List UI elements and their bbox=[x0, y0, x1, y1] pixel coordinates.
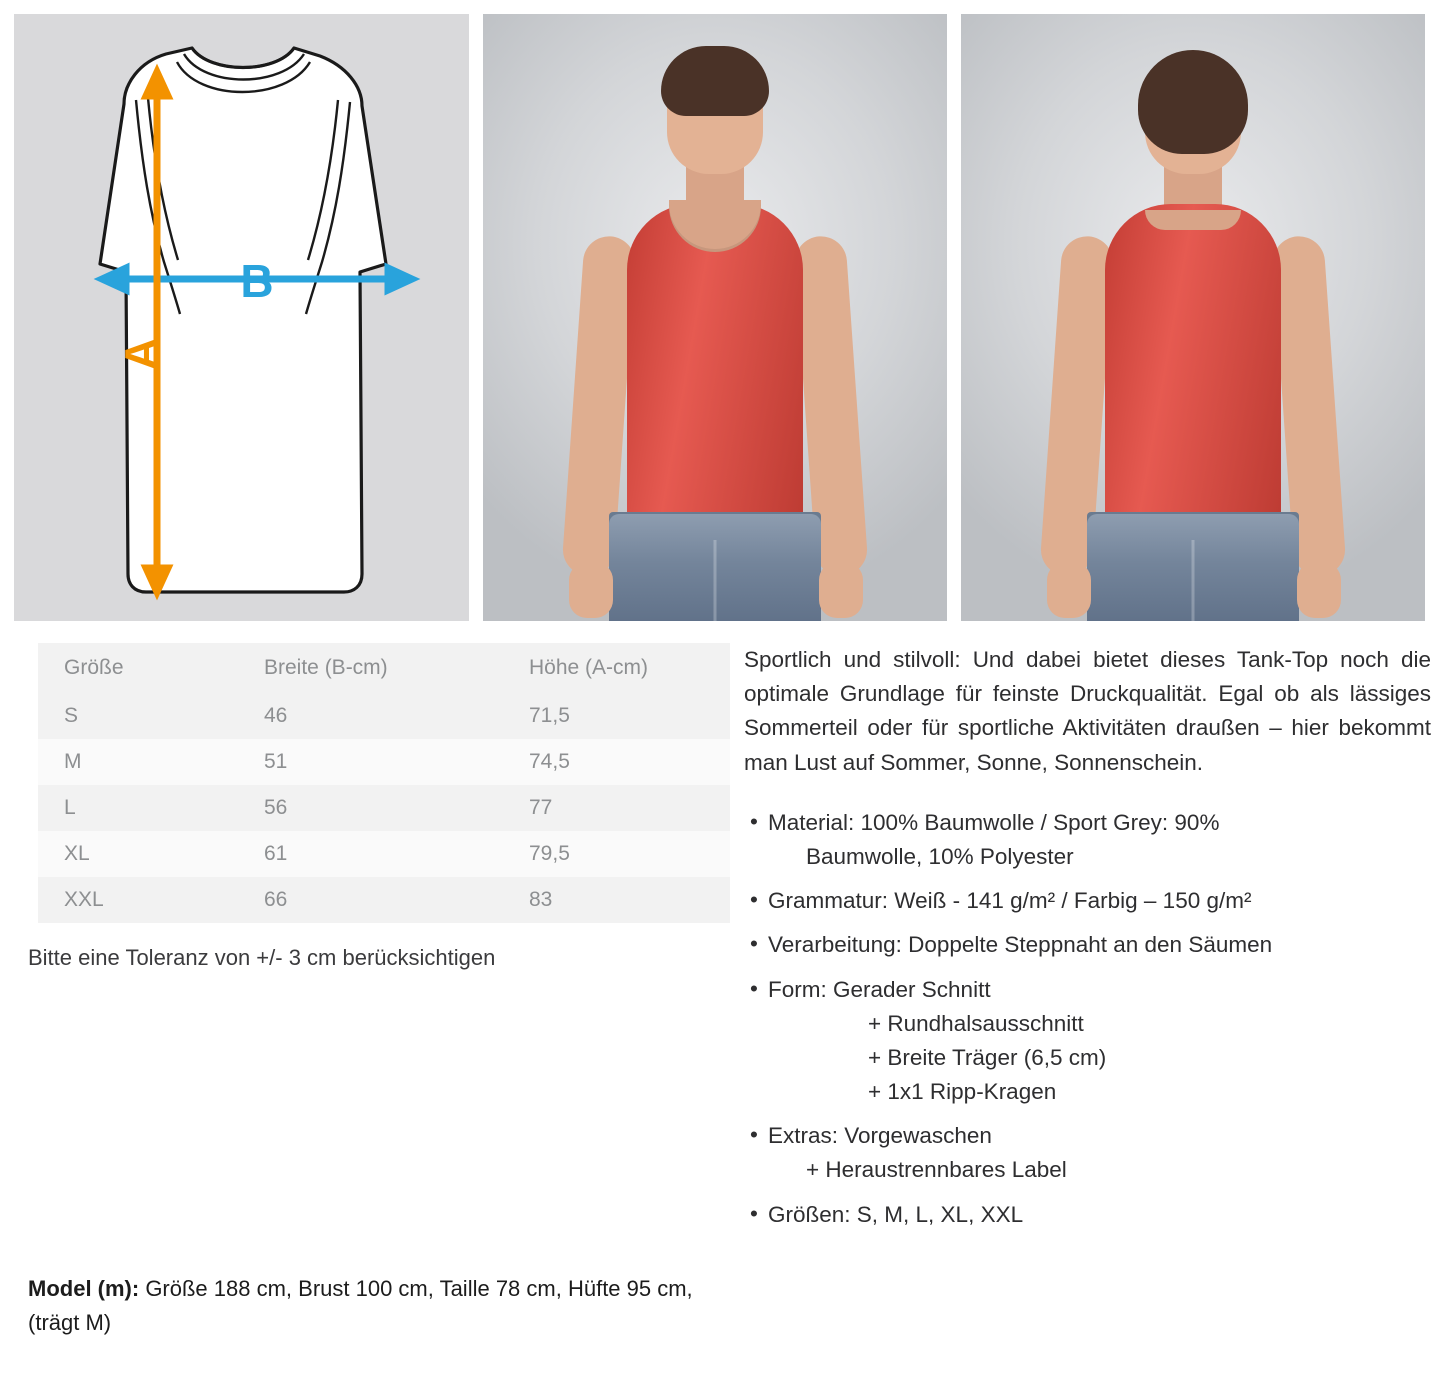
model-back-photo bbox=[961, 14, 1425, 621]
feature-main: Form: Gerader Schnitt bbox=[768, 976, 991, 1002]
jeans bbox=[609, 514, 821, 621]
cell-height: 83 bbox=[503, 877, 730, 923]
hand-left bbox=[1047, 562, 1091, 618]
list-item bbox=[744, 1119, 1431, 1187]
model-measurements-note bbox=[28, 1272, 728, 1340]
size-chart-column bbox=[14, 643, 726, 1242]
cell-width: 61 bbox=[238, 831, 503, 877]
feature-list bbox=[744, 806, 1431, 1232]
description-column bbox=[744, 643, 1431, 1242]
dimension-label-a: A bbox=[115, 337, 167, 371]
table-header-width: Breite (B-cm) bbox=[238, 643, 503, 693]
table-row bbox=[38, 785, 730, 831]
cell-width: 56 bbox=[238, 785, 503, 831]
dimension-label-b: B bbox=[240, 255, 274, 307]
cell-width: 51 bbox=[238, 739, 503, 785]
feature-sub: + Breite Träger (6,5 cm) bbox=[868, 1044, 1107, 1070]
cell-size: S bbox=[38, 693, 238, 739]
model-front-figure bbox=[483, 14, 947, 621]
neckline-back bbox=[1145, 210, 1241, 230]
cell-height: 79,5 bbox=[503, 831, 730, 877]
size-table bbox=[38, 643, 730, 923]
cell-height: 74,5 bbox=[503, 739, 730, 785]
cell-width: 66 bbox=[238, 877, 503, 923]
product-intro-text: Sportlich und stilvoll: Und dabei bietet dieses Tank-Top noch die optimale Grundlage für feinste Druckqualität. Egal ob als lässiges Sommerteil oder für sportliche Aktivitäten draußen – hier bekommt man Lust auf Sommer, Sonne, Sonnenschein. bbox=[744, 647, 1431, 775]
hand-left bbox=[569, 562, 613, 618]
product-image-row bbox=[0, 0, 1445, 621]
hand-right bbox=[819, 562, 863, 618]
feature-main: Verarbeitung: Doppelte Steppnaht an den Säumen bbox=[768, 932, 1273, 958]
table-row bbox=[38, 831, 730, 877]
model-back-figure bbox=[961, 14, 1425, 621]
list-item bbox=[744, 806, 1431, 874]
tank-top-technical-drawing bbox=[14, 14, 469, 621]
cell-width: 46 bbox=[238, 693, 503, 739]
cell-height: 77 bbox=[503, 785, 730, 831]
cell-size: XXL bbox=[38, 877, 238, 923]
cell-size: M bbox=[38, 739, 238, 785]
table-header-row bbox=[38, 643, 730, 693]
feature-sub: + Heraustrennbares Label bbox=[806, 1157, 1067, 1183]
model-note-text: Größe 188 cm, Brust 100 cm, Taille 78 cm, Hüfte 95 cm, (trägt M) bbox=[28, 1275, 693, 1335]
technical-drawing-panel bbox=[14, 14, 469, 621]
jeans bbox=[1087, 514, 1299, 621]
table-row bbox=[38, 693, 730, 739]
table-header-height: Höhe (A-cm) bbox=[503, 643, 730, 693]
list-item bbox=[744, 884, 1431, 918]
list-item bbox=[744, 928, 1431, 962]
tolerance-note: Bitte eine Toleranz von +/- 3 cm berücksichtigen bbox=[28, 945, 496, 970]
feature-sub: + Rundhalsausschnitt bbox=[868, 1010, 1084, 1036]
feature-main: Grammatur: Weiß - 141 g/m² / Farbig – 150 g/m² bbox=[768, 888, 1252, 914]
feature-sub: Baumwolle, 10% Polyester bbox=[806, 843, 1074, 869]
table-row bbox=[38, 739, 730, 785]
list-item bbox=[744, 973, 1431, 1110]
table-header-size: Größe bbox=[38, 643, 238, 693]
model-note-label: Model (m): bbox=[28, 1275, 140, 1301]
cell-size: L bbox=[38, 785, 238, 831]
details-section bbox=[0, 621, 1445, 1242]
tank-top-shading bbox=[1105, 204, 1281, 534]
hand-right bbox=[1297, 562, 1341, 618]
cell-height: 71,5 bbox=[503, 693, 730, 739]
feature-main: Größen: S, M, L, XL, XXL bbox=[768, 1201, 1024, 1227]
model-front-photo bbox=[483, 14, 947, 621]
cell-size: XL bbox=[38, 831, 238, 877]
feature-main: Extras: Vorgewaschen bbox=[768, 1123, 992, 1149]
feature-main: Material: 100% Baumwolle / Sport Grey: 90% bbox=[768, 809, 1220, 835]
tank-top-shading bbox=[627, 204, 803, 534]
table-row bbox=[38, 877, 730, 923]
list-item bbox=[744, 1198, 1431, 1232]
feature-sub: + 1x1 Ripp-Kragen bbox=[868, 1079, 1057, 1105]
hair bbox=[661, 46, 769, 116]
hair-back bbox=[1138, 50, 1248, 154]
